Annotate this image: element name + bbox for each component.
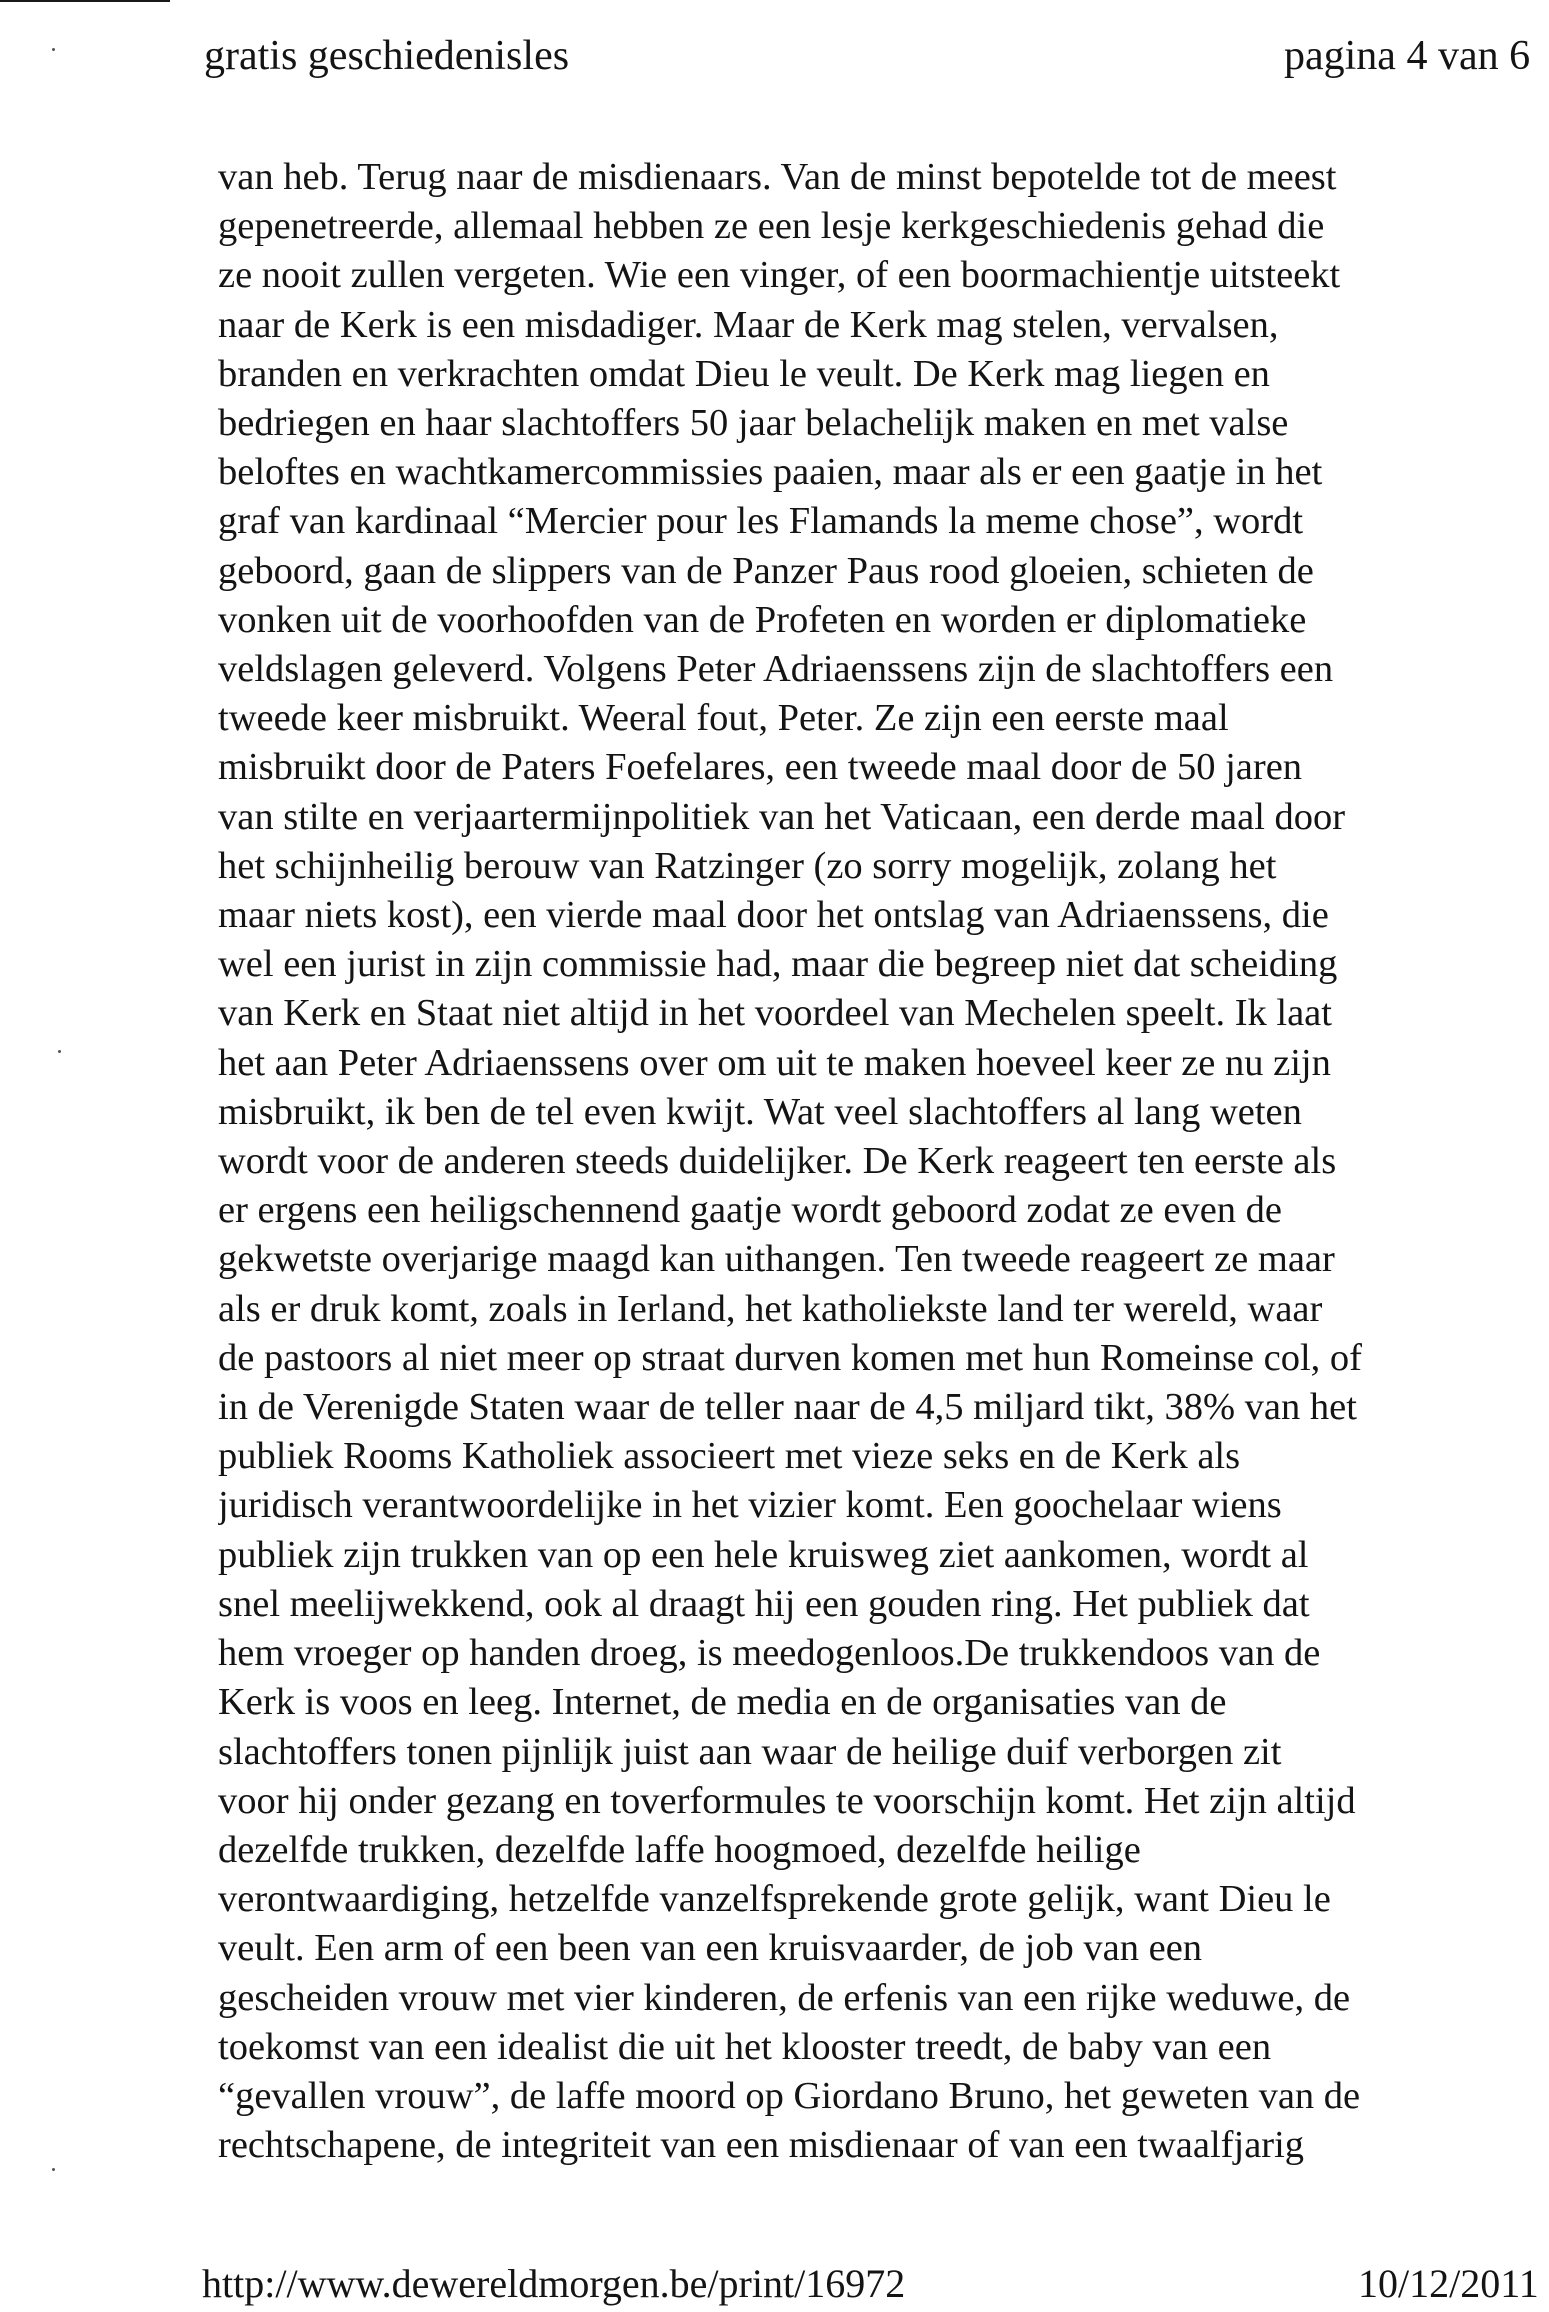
text-line: veldslagen geleverd. Volgens Peter Adriaenssens zijn de slachtoffers een <box>218 648 1334 691</box>
text-line: vonken uit de voorhoofden van de Profeten en worden er diplomatieke <box>218 598 1307 641</box>
text-line: voor hij onder gezang en toverformules te voorschijn komt. Het zijn altijd <box>218 1779 1356 1822</box>
text-line: publiek Rooms Katholiek associeert met vieze seks en de Kerk als <box>218 1435 1241 1478</box>
text-line: dezelfde trukken, dezelfde laffe hoogmoed, dezelfde heilige <box>218 1828 1141 1871</box>
text-line: geboord, gaan de slippers van de Panzer Paus rood gloeien, schieten de <box>218 549 1314 592</box>
scan-edge-line <box>0 0 170 2</box>
page-header-title: gratis geschiedenisles <box>204 33 570 79</box>
text-line: tweede keer misbruikt. Weeral fout, Peter. Ze zijn een eerste maal <box>218 697 1229 740</box>
text-line: misbruikt door de Paters Foefelares, een tweede maal door de 50 jaren <box>218 746 1303 789</box>
scan-speck <box>52 2168 55 2171</box>
text-line: juridisch verantwoordelijke in het vizier komt. Een goochelaar wiens <box>218 1484 1282 1527</box>
text-line: beloftes en wachtkamercommissies paaien, maar als er een gaatje in het <box>218 451 1323 494</box>
footer-url: http://www.dewereldmorgen.be/print/16972 <box>202 2261 906 2306</box>
text-line: slachtoffers tonen pijnlijk juist aan waar de heilige duif verborgen zit <box>218 1730 1282 1773</box>
text-line: branden en verkrachten omdat Dieu le veult. De Kerk mag liegen en <box>218 352 1270 395</box>
text-line: hem vroeger op handen droeg, is meedogenloos.De trukkendoos van de <box>218 1632 1321 1675</box>
text-line: er ergens een heiligschennend gaatje wordt geboord zodat ze even de <box>218 1189 1282 1232</box>
text-line: in de Verenigde Staten waar de teller naar de 4,5 miljard tikt, 38% van het <box>218 1386 1357 1429</box>
text-line: het schijnheilig berouw van Ratzinger (zo sorry mogelijk, zolang het <box>218 844 1277 887</box>
text-line: het aan Peter Adriaenssens over om uit te maken hoeveel keer ze nu zijn <box>218 1041 1331 1084</box>
text-line: graf van kardinaal “Mercier pour les Flamands la meme chose”, wordt <box>218 500 1304 543</box>
text-line: verontwaardiging, hetzelfde vanzelfsprekende grote gelijk, want Dieu le <box>218 1878 1331 1921</box>
scan-speck <box>58 1050 61 1053</box>
text-line: snel meelijwekkend, ook al draagt hij een gouden ring. Het publiek dat <box>218 1582 1310 1625</box>
text-line: maar niets kost), een vierde maal door het ontslag van Adriaenssens, die <box>218 894 1329 937</box>
text-line: publiek zijn trukken van op een hele kruisweg ziet aankomen, wordt al <box>218 1533 1309 1576</box>
text-line: Kerk is voos en leeg. Internet, de media en de organisaties van de <box>218 1681 1227 1724</box>
text-line: van heb. Terug naar de misdienaars. Van de minst bepotelde tot de meest <box>218 156 1337 198</box>
text-line: veult. Een arm of een been van een kruisvaarder, de job van een <box>218 1927 1203 1970</box>
text-line: toekomst van een idealist die uit het klooster treedt, de baby van een <box>218 2025 1272 2068</box>
text-line: rechtschapene, de integriteit van een misdienaar of van een twaalfjarig <box>218 2124 1305 2167</box>
text-line: bedriegen en haar slachtoffers 50 jaar belachelijk maken en met valse <box>218 402 1289 445</box>
scan-speck <box>52 48 55 51</box>
text-line: gescheiden vrouw met vier kinderen, de erfenis van een rijke weduwe, de <box>218 1976 1351 2019</box>
text-line: van stilte en verjaartermijnpolitiek van het Vaticaan, een derde maal door <box>218 795 1346 838</box>
text-line: als er druk komt, zoals in Ierland, het katholiekste land ter wereld, waar <box>218 1287 1323 1330</box>
text-line: gekwetste overjarige maagd kan uithangen. Ten tweede reageert ze maar <box>218 1238 1335 1281</box>
text-line: naar de Kerk is een misdadiger. Maar de Kerk mag stelen, vervalsen, <box>218 303 1279 346</box>
footer-date: 10/12/2011 <box>1358 2261 1539 2306</box>
text-line: van Kerk en Staat niet altijd in het voordeel van Mechelen speelt. Ik laat <box>218 992 1332 1035</box>
text-line: wel een jurist in zijn commissie had, maar die begreep niet dat scheiding <box>218 943 1338 986</box>
text-line: wordt voor de anderen steeds duidelijker. De Kerk reageert ten eerste als <box>218 1140 1337 1183</box>
page-number: pagina 4 van 6 <box>1284 33 1531 79</box>
text-line: misbruikt, ik ben de tel even kwijt. Wat veel slachtoffers al lang weten <box>218 1090 1302 1133</box>
article-body <box>218 153 1549 2170</box>
text-line: ze nooit zullen vergeten. Wie een vinger, of een boormachientje uitsteekt <box>218 254 1341 297</box>
text-line: gepenetreerde, allemaal hebben ze een lesje kerkgeschiedenis gehad die <box>218 205 1325 248</box>
text-line: de pastoors al niet meer op straat durven komen met hun Romeinse col, of <box>218 1336 1363 1379</box>
text-line: “gevallen vrouw”, de laffe moord op Giordano Bruno, het geweten van de <box>218 2074 1361 2117</box>
